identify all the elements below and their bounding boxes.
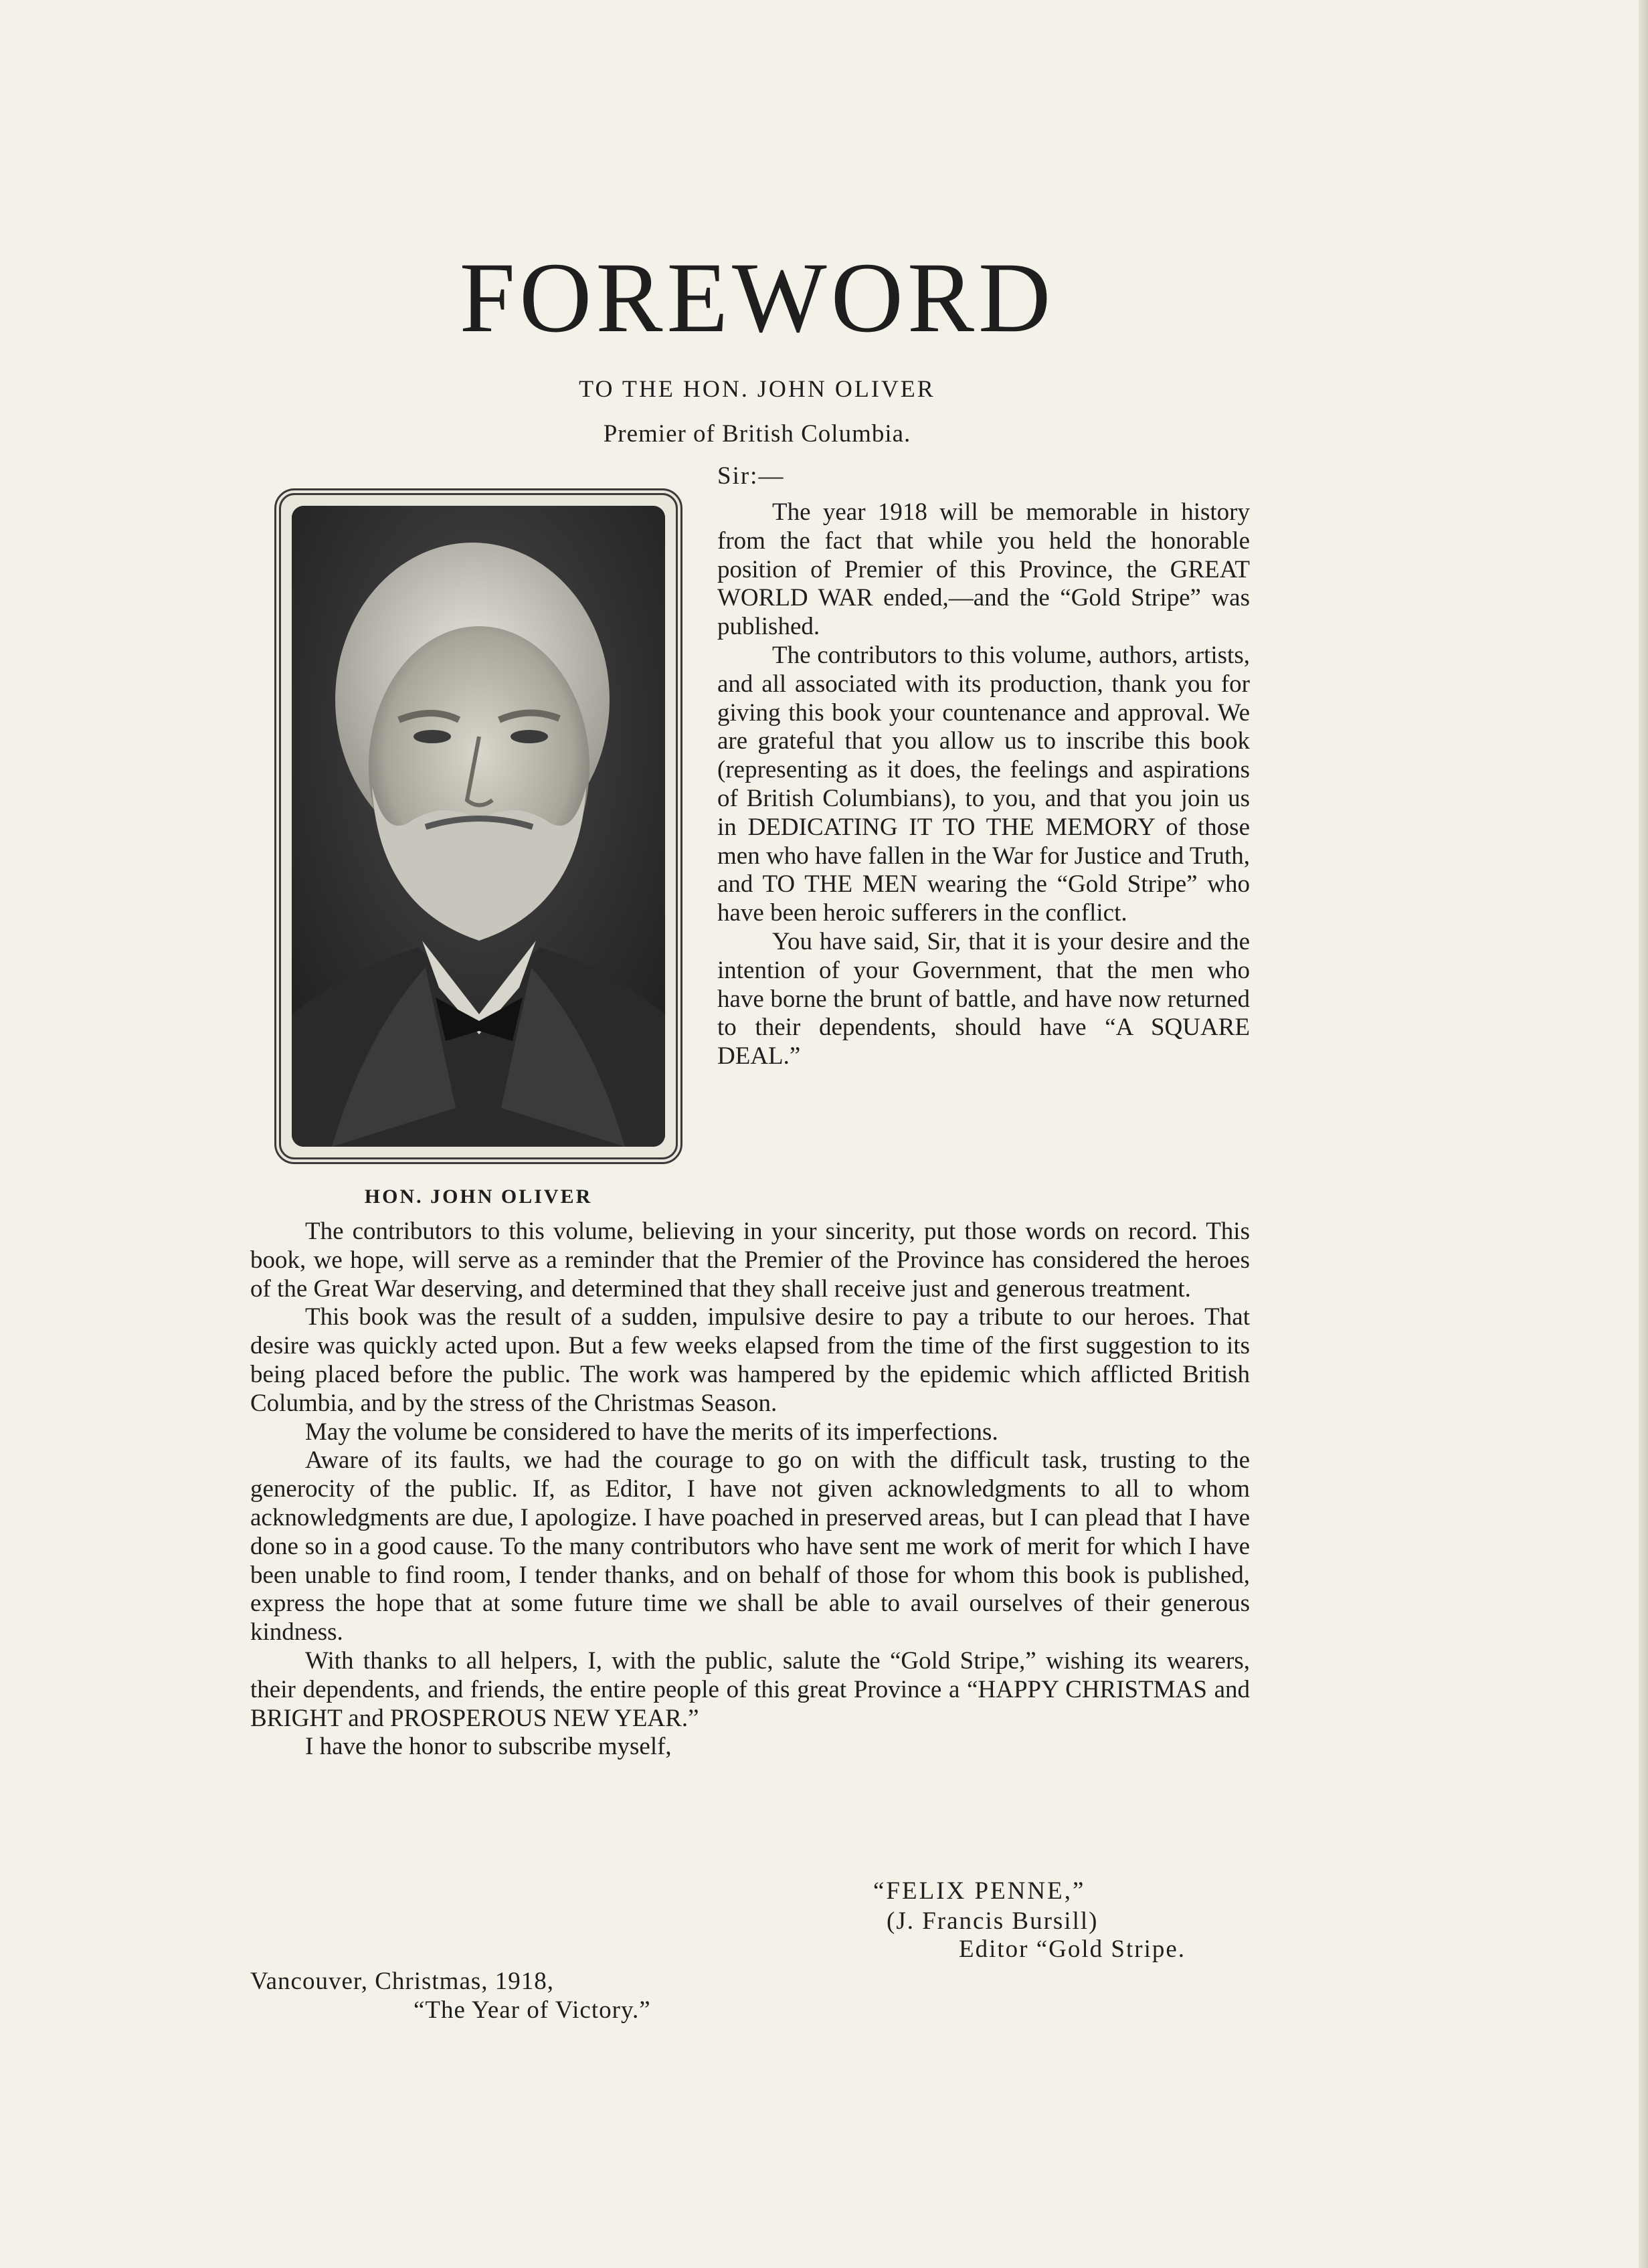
signature-title: Editor “Gold Stripe. (959, 1935, 1186, 1963)
paragraph: The contributors to this volume, authors, artists, and all associated with its production, thank you for giving this book your countenance and approval. We are grateful that you allow us to inscribe this book (representing as it does, the feelings and aspirations of British Columbians), to you, and that you join us in DEDICATING IT TO THE MEMORY of those men who have fallen in the War for Justice and Truth, and TO THE MEN wearing the “Gold Stripe” who have been heroic sufferers in the conflict. (717, 641, 1250, 927)
paragraph: The year 1918 will be memorable in history from the fact that while you held the honorable position of Premier of this Province, the GREAT WORLD WAR ended,—and the “Gold Stripe” was published. (717, 498, 1250, 641)
dedication-office: Premier of British Columbia. (603, 420, 911, 448)
dateline-place: Vancouver, Christmas, 1918, (250, 1968, 555, 1995)
paragraph: With thanks to all helpers, I, with the public, salute the “Gold Stripe,” wishing its wearers, their dependents, and friends, the entire people of this great Province a “HAPPY CHRISTMAS and BRIGHT and PROSPEROUS NEW YEAR.” (250, 1646, 1250, 1732)
portrait-frame (274, 488, 682, 1164)
column-text (717, 498, 1250, 1071)
paragraph: May the volume be considered to have the merits of its imperfections. (305, 1418, 998, 1446)
body-text (250, 1218, 1250, 1762)
dedication-recipient: TO THE HON. JOHN OLIVER (579, 375, 935, 402)
paragraph: Aware of its faults, we had the courage to go on with the difficult task, trusting to the generocity of the public. If, as Editor, I have not given acknowledgments to all to whom acknowledgments are due, I apologize. I have poached in preserved areas, but I can plead that I have done so in a good cause. To the many contributors who have sent me work of merit for which I have been unable to find room, I tender thanks, and on behalf of those for whom this book is published, express the hope that at some future time we shall be able to avail ourselves of their generous kindness. (250, 1446, 1250, 1646)
page-edge (1639, 0, 1648, 2268)
dateline-year-name: “The Year of Victory.” (414, 1996, 651, 2024)
paragraph: You have said, Sir, that it is your desire and the intention of your Government, that the men who have borne the brunt of battle, and have now returned to their dependents, should have “A SQUARE DEAL.” (717, 927, 1250, 1070)
portrait-caption: HON. JOHN OLIVER (364, 1186, 593, 1208)
paragraph: The contributors to this volume, believing in your sincerity, put those words on record. This book, we hope, will serve as a reminder that the Premier of the Province has considered the heroes of the Great War deserving, and determined that they shall receive just and generous treatment. (250, 1218, 1250, 1303)
paragraph: I have the honor to subscribe myself, (305, 1733, 672, 1761)
signature-real-name: (J. Francis Bursill) (887, 1907, 1099, 1935)
salutation: Sir:— (717, 462, 785, 490)
page-title: FOREWORD (459, 242, 1055, 353)
portrait-photo (292, 506, 665, 1147)
signature-pen-name: “FELIX PENNE,” (873, 1877, 1086, 1905)
portrait-illustration (292, 506, 665, 1147)
paragraph: This book was the result of a sudden, impulsive desire to pay a tribute to our heroes. That desire was quickly acted upon. But a few weeks elapsed from the time of the first suggestion to its being placed before the public. The work was hampered by the epidemic which afflicted British Columbia, and by the stress of the Christmas Season. (250, 1303, 1250, 1417)
